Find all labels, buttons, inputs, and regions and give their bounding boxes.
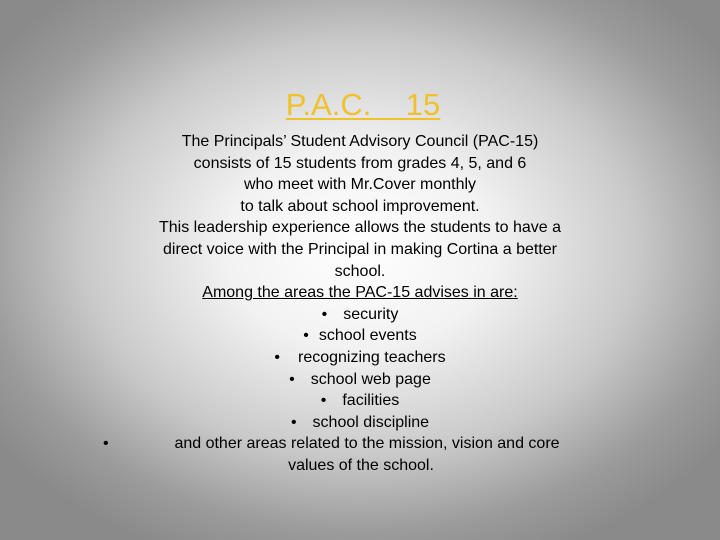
area-item-label: school discipline (312, 413, 430, 431)
area-item-recognizing-teachers (0, 347, 720, 369)
bullet-icon: • (274, 348, 280, 366)
area-item-school-events (0, 325, 720, 347)
intro-line: consists of 15 students from grades 4, 5, and 6 (193, 154, 527, 172)
area-item-label: school web page (310, 370, 431, 388)
intro-line: who meet with Mr.Cover monthly (243, 176, 477, 194)
area-item-other (0, 433, 720, 455)
intro-line: school. (334, 262, 386, 280)
area-item-other-line: and other areas related to the mission, vision and core (174, 435, 560, 453)
slide-body (0, 131, 720, 477)
area-item-label: school events (318, 327, 417, 345)
area-item-label: facilities (342, 392, 400, 410)
bullet-icon: • (321, 305, 328, 323)
intro-line: This leadership experience allows the students to have a (158, 219, 561, 237)
area-item-other-line: values of the school. (288, 456, 434, 474)
slide-title-text: P.A.C. 15 (285, 87, 441, 122)
area-item-facilities (0, 390, 720, 412)
area-item-school-web-page (0, 369, 720, 391)
area-item-label: recognizing teachers (297, 348, 446, 366)
intro-line: to talk about school improvement. (240, 197, 480, 215)
bullet-icon: • (303, 327, 309, 345)
bullet-icon: • (103, 435, 109, 453)
intro-line: The Principals’ Student Advisory Council (PAC-15) (181, 133, 539, 150)
bullet-icon: • (320, 392, 327, 410)
area-item-school-discipline (0, 412, 720, 434)
bullet-icon: • (290, 413, 297, 431)
area-item-security (0, 304, 720, 326)
slide-title (0, 84, 720, 126)
area-item-label: security (343, 305, 399, 323)
intro-line: direct voice with the Principal in making Cortina a better (163, 240, 557, 258)
bullet-icon: • (289, 370, 295, 388)
areas-heading: Among the areas the PAC-15 advises in are: (202, 284, 518, 302)
